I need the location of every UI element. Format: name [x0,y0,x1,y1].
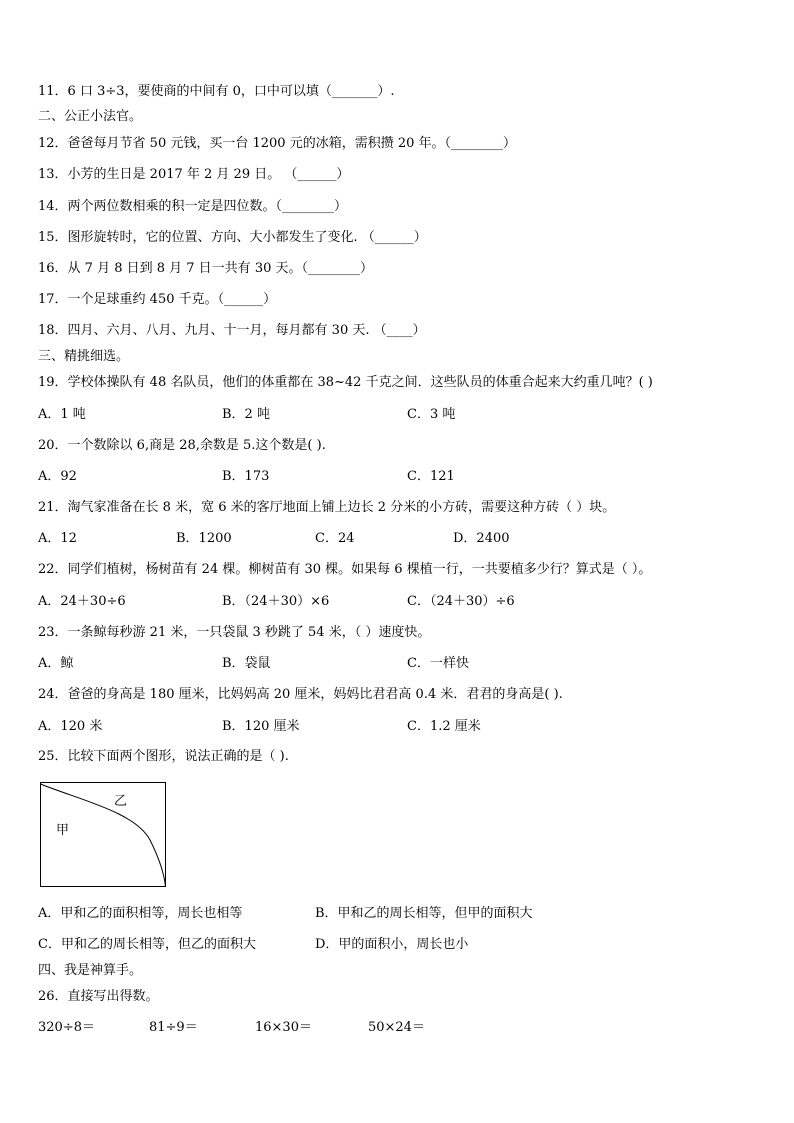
question-19: 19．学校体操队有 48 名队员，他们的体重都在 38~42 千克之间．这些队员的体重合起来大约重几吨？( ) [38,375,653,390]
q25-option-a: A．甲和乙的面积相等，周长也相等 [38,906,243,921]
section-heading-4: 四、我是神算手。 [38,963,143,978]
calc-item-2: 81÷9＝ [149,1020,198,1035]
q19-option-c: C．3 吨 [407,407,456,422]
q23-option-b: B．袋鼠 [222,656,271,671]
question-25: 25．比较下面两个图形，说法正确的是（ ). [38,749,289,764]
q25-option-d: D．甲的面积小，周长也小 [315,937,469,952]
q24-option-c: C．1.2 厘米 [407,719,481,734]
question-11: 11．6 口 3÷3，要使商的中间有 0，口中可以填（_______）. [38,84,395,99]
question-20: 20．一个数除以 6,商是 28,余数是 5.这个数是( ). [38,438,326,453]
q25-option-b: B．甲和乙的周长相等，但甲的面积大 [315,906,533,921]
q21-option-b: B．1200 [176,531,232,546]
q23-option-c: C．一样快 [407,656,469,671]
calc-item-1: 320÷8＝ [38,1020,95,1035]
q24-option-a: A．120 米 [38,719,103,734]
q20-option-a: A．92 [38,469,77,484]
question-26: 26．直接写出得数。 [38,989,159,1004]
q22-option-a: A．24＋30÷6 [38,594,126,609]
question-23: 23．一条鲸每秒游 21 米，一只袋鼠 3 秒跳了 54 米，（ ）速度快。 [38,625,431,640]
section-heading-2: 二、公正小法官。 [38,109,143,124]
question-15: 15．图形旋转时，它的位置、方向、大小都发生了变化. （______） [38,230,427,245]
q25-option-c: C．甲和乙的周长相等，但乙的面积大 [38,937,256,952]
calc-item-4: 50×24＝ [368,1020,425,1035]
q20-option-c: C．121 [407,469,455,484]
calc-item-3: 16×30＝ [255,1020,312,1035]
question-12: 12．爸爸每月节省 50 元钱，买一台 1200 元的冰箱，需积攒 20 年。（________） [38,136,517,151]
question-18: 18．四月、六月、八月、九月、十一月，每月都有 30 天. （____） [38,323,426,338]
q19-option-b: B．2 吨 [222,407,270,422]
label-jia: 甲 [56,823,70,838]
q25-shape-figure [40,782,167,888]
q21-option-c: C．24 [315,531,355,546]
question-22: 22．同学们植树，杨树苗有 24 棵。柳树苗有 30 棵。如果每 6 棵植一行，一共要植多少行？算式是（ ）。 [38,562,652,577]
rectangle-with-curve-diagram [40,782,167,888]
q23-option-a: A．鲸 [38,656,74,671]
question-16: 16．从 7 月 8 日到 8 月 7 日一共有 30 天。（________） [38,261,373,276]
question-13: 13．小芳的生日是 2017 年 2 月 29 日。 （______） [38,167,350,182]
q20-option-b: B．173 [222,469,270,484]
q22-option-b: B．（24＋30）×6 [222,594,330,609]
label-yi: 乙 [114,794,128,809]
q19-option-a: A．1 吨 [38,407,86,422]
q21-option-a: A．12 [38,531,77,546]
q22-option-c: C．（24＋30）÷6 [407,594,515,609]
question-14: 14．两个两位数相乘的积一定是四位数。（________） [38,199,348,214]
section-heading-3: 三、精挑细选。 [38,349,130,364]
question-17: 17．一个足球重约 450 千克。（______） [38,292,277,307]
question-21: 21．淘气家准备在长 8 米，宽 6 米的客厅地面上铺上边长 2 分米的小方砖，需要这种方砖（ ）块。 [38,500,616,515]
question-24: 24．爸爸的身高是 180 厘米，比妈妈高 20 厘米，妈妈比君君高 0.4 米．君君的身高是( ). [38,687,563,702]
q24-option-b: B．120 厘米 [222,719,300,734]
q21-option-d: D．2400 [453,531,510,546]
